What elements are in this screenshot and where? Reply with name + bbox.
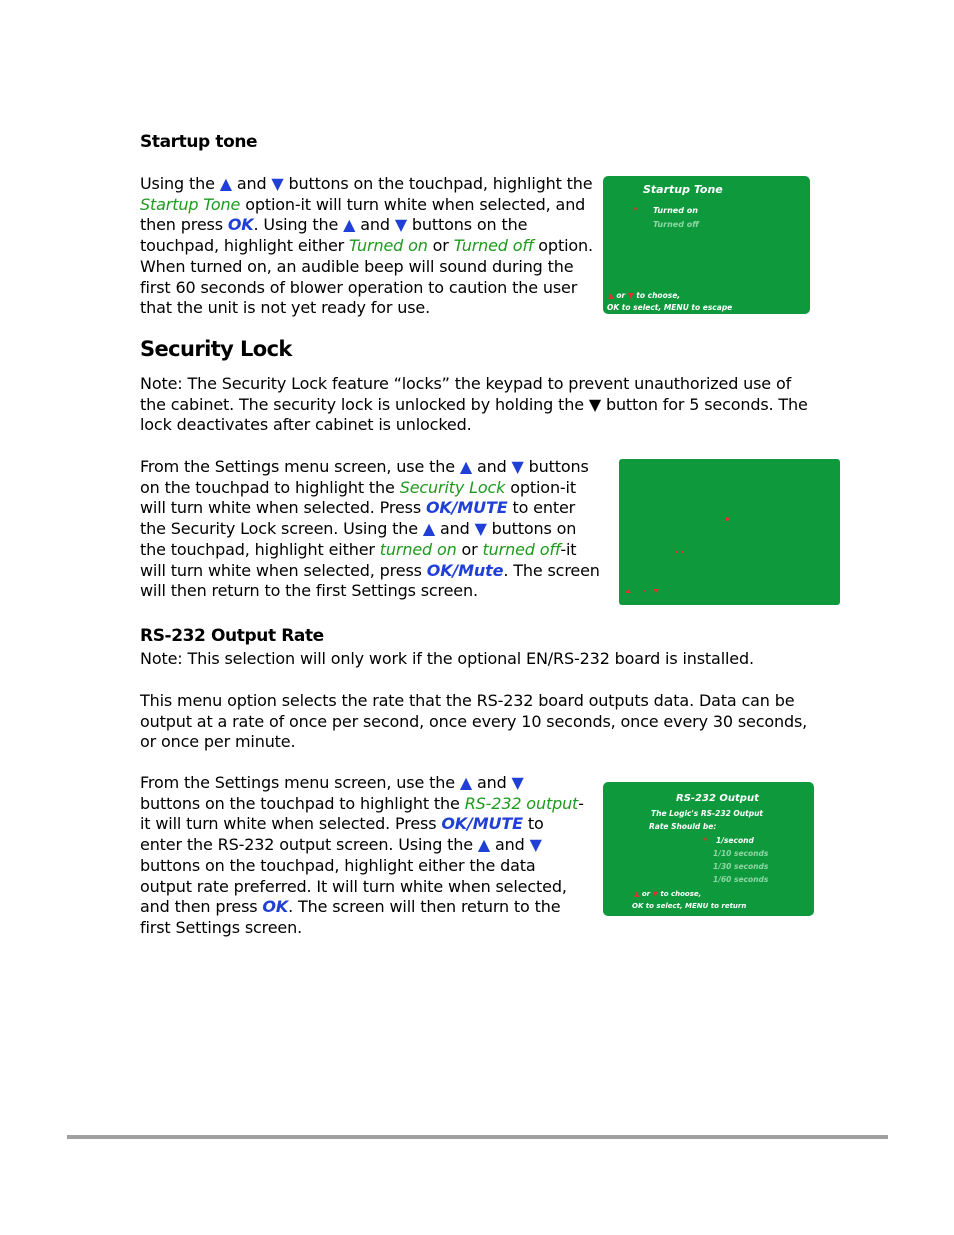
screen-option-turned-off: Turned off [653,220,699,229]
screen-rate-4: 1/60 seconds [713,875,769,884]
screen-dots-icon [674,539,684,543]
down-arrow-icon: ▼ [511,457,524,476]
up-arrow-icon: ▲ [608,291,614,300]
screen-footer: OK to select, MENU to return [632,902,747,910]
selection-marker-icon [724,507,730,513]
screen-hint: ▲ or ▼ to choose, [634,890,702,898]
rs232-paragraph: From the Settings menu screen, use the ▲ and ▼ buttons on the touchpad to highlight the RS-232 output-it will turn white when selected. Press OK/MUTE to enter the RS-232 output screen. Using the ▲ and ▼ buttons on the touchpad, highlight either the data output rate preferred. It will turn white when selected, and then press OK. The screen will then return to the first Settings screen. [140,773,584,937]
rs232-output-screen [603,782,814,916]
down-arrow-icon: ▼ [271,174,284,193]
rs232-heading: RS-232 Output Rate [140,626,324,646]
security-lock-option-ref: Security Lock [399,477,506,497]
down-arrow-icon: ▼ [474,519,487,539]
security-lock-note: Note: The Security Lock feature “locks” the keypad to prevent unauthorized use of the cabinet. The security lock is unlocked by holding the ▼ button for 5 seconds. The lock deactivates after cabinet is unlocked. [140,374,808,435]
down-arrow-icon: ▼ [627,291,634,300]
turned-off-ref: Turned off [453,236,534,256]
up-arrow-icon: ▲ [459,457,472,476]
ok-button-ref: OK [227,215,254,235]
turned-on-ref: Turned on [349,236,428,256]
rs232-option-ref: RS-232 output [464,793,579,813]
up-arrow-icon: ▲ [477,835,491,855]
ok-mute-button-ref: OK/MUTE [425,498,508,518]
down-arrow-icon: ▼ [529,835,542,855]
selection-marker-icon: * [633,206,638,216]
screen-footer: OK to select, MENU to escape [607,303,733,312]
down-arrow-icon: ▼ [511,773,524,792]
screen-title: Startup Tone [643,183,723,196]
up-arrow-icon: ▲ [459,773,472,792]
up-arrow-icon: ▲ [634,890,640,898]
turned-on-ref: turned on [379,539,457,559]
footer-divider [67,1135,888,1139]
up-arrow-icon: ▲ [219,174,232,193]
startup-tone-heading: Startup tone [140,132,258,152]
screen-option-turned-on: Turned on [653,206,698,215]
screen-rate-2: 1/10 seconds [713,849,769,858]
startup-tone-paragraph: Using the ▲ and ▼ buttons on the touchpad, highlight the Startup Tone option-it will turn white when selected, and then press OK. Using the ▲ and ▼ buttons on the touchpad, highlight either Turned on or Turned off option. When turned on, an audible beep will sound during the first 60 seconds of blower operation to caution the user that the unit is not yet ready for use. [140,174,593,318]
screen-rate-3: 1/30 seconds [713,862,769,871]
turned-off-ref: turned off [482,539,561,559]
security-lock-screen [619,459,840,605]
ok-mute-button-ref: OK/Mute [426,560,504,580]
up-arrow-icon: ▲ [422,519,436,539]
screen-line-1: The Logic's RS-232 Output [651,809,763,818]
screen-rate-1: 1/second [716,836,754,845]
security-lock-heading: Security Lock [140,337,292,361]
startup-tone-screen [603,176,810,314]
security-lock-paragraph: From the Settings menu screen, use the ▲ and ▼ buttons on the touchpad to highlight the Security Lock option-it will turn white when selected. Press OK/MUTE to enter the Security Lock screen. Using the ▲ and ▼ buttons on the touchpad, highlight either turned on or turned off-it will turn white when selected, press OK/Mute. The screen will then return to the first Settings screen. [140,457,600,601]
screen-line-2: Rate Should be: [649,822,717,831]
down-arrow-icon: ▼ [394,215,407,235]
selection-marker-icon: * [703,836,708,845]
screen-title: RS-232 Output [676,793,759,804]
ok-button-ref: OK [262,897,289,917]
ok-mute-button-ref: OK/MUTE [441,814,523,834]
up-arrow-icon: ▲ [343,215,356,235]
rs232-description: This menu option selects the rate that the RS-232 board outputs data. Data can be output at a rate of once per second, once every 10 seconds, once every 30 seconds, or once per minute. [140,691,808,752]
down-arrow-icon: ▼ [652,890,658,898]
startup-tone-option-ref: Startup Tone [140,194,241,214]
screen-hint-arrows-icon [624,579,664,585]
rs232-note: Note: This selection will only work if the optional EN/RS-232 board is installed. [140,649,754,668]
screen-hint: ▲ or ▼ to choose, [608,291,681,300]
